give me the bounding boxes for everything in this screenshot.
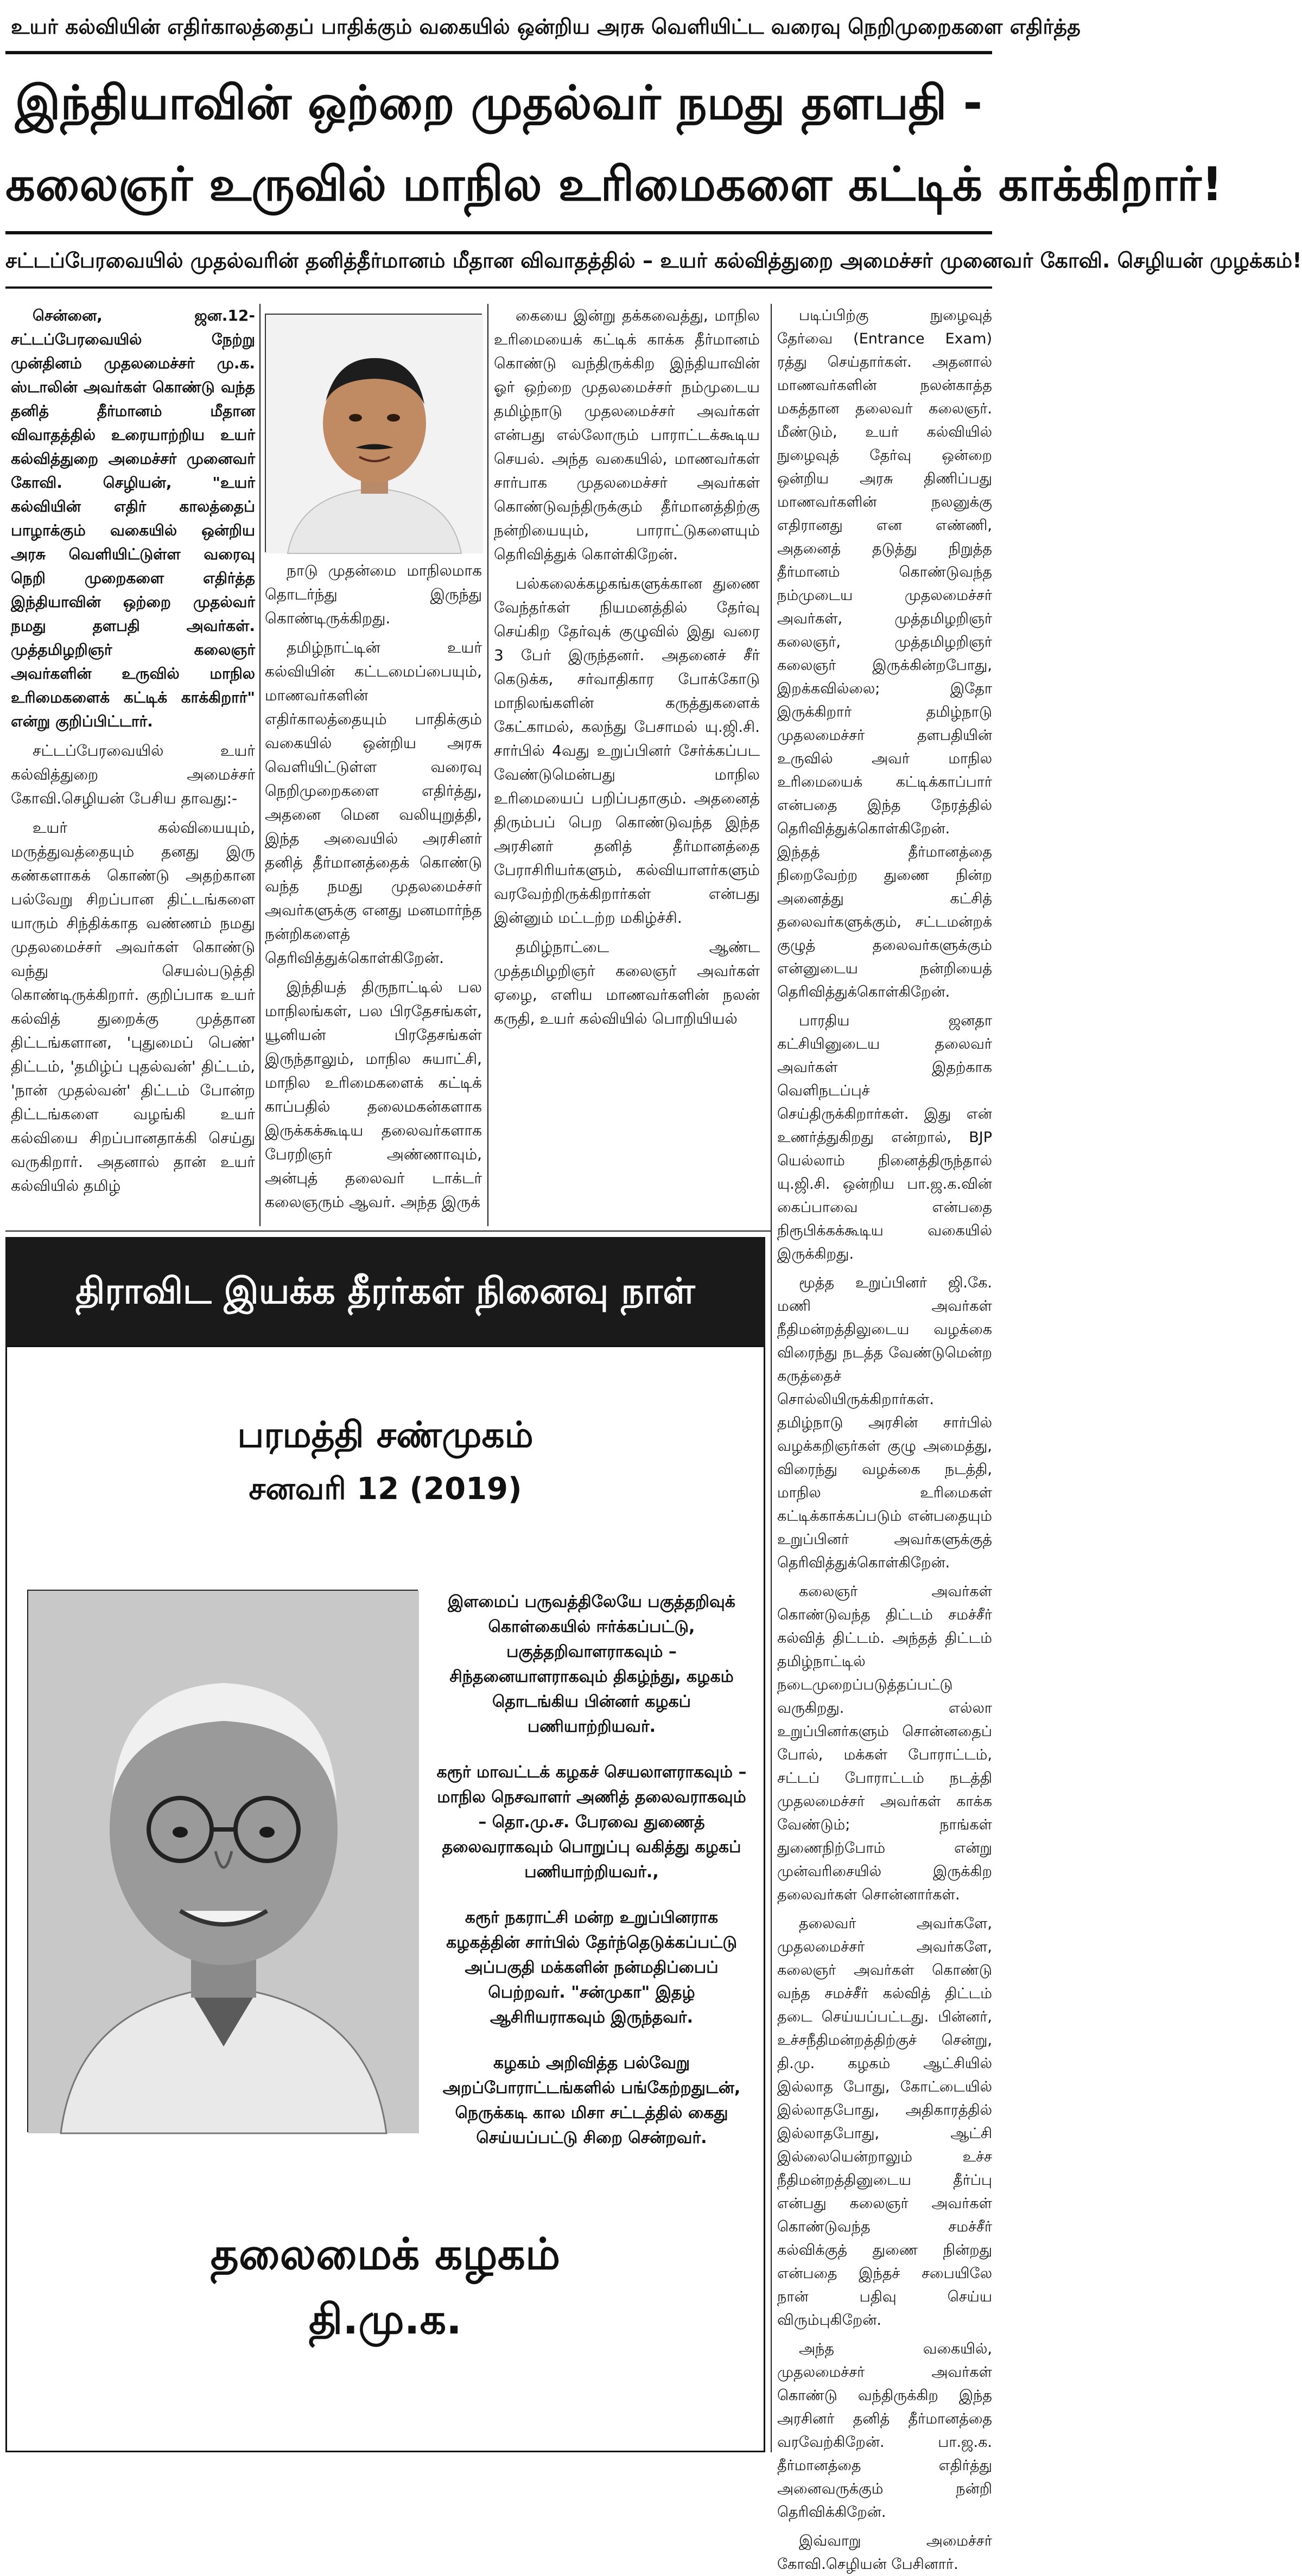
article-paragraph: பல்கலைக்கழகங்களுக்கான துணை வேந்தர்கள் நியமனத்தில் தேர்வு செய்கிற தேர்வுக் குழுவில் இது வரை 3 பேர் இருந்தனர். அதனைச் சீர் கெடுக்க, சர்வாதிகார போக்கோடு மாநிலங்களின் கருத்துகளைக் கேட்காமல், கலந்து பேசாமல் யு.ஜி.சி. சார்பில் 4வது உறுப்பினர் சேர்க்கப்பட வேண்டுமென்பது மாநில உரிமையைப் பறிப்பதாகும். அதனைத் திரும்பப் பெற கொண்டுவந்த இந்த அரசினர் தனித் தீர்மானத்தை பேராசிரியர்களும், கல்வியாளர்களும் வரவேற்றிருக்கிறார்கள் என்பது இன்னும் மட்டற்ற மகிழ்ச்சி.: [494, 575, 760, 927]
subheadline: சட்டப்பேரவையில் முதல்வரின் தனித்தீர்மானம் மீதான விவாதத்தில் – உயர் கல்வித்துறை அமைச்சர் முனைவர் கோவி. செழியன் முழக்கம்!: [5, 248, 1302, 272]
leader-photo: [27, 1590, 418, 2132]
memorial-date: சனவரி 12 (2019): [249, 1471, 522, 1507]
section-rule: [5, 1230, 771, 1232]
article-paragraph: சட்டப்பேரவையில் உயர் கல்வித்துறை அமைச்சர் கோவி.செழியன் பேசிய தாவது:-: [11, 742, 255, 807]
article-paragraph: உயர் கல்வியையும், மருத்துவத்தையும் தனது இரு கண்களாகக் கொண்டு அதற்கான பல்வேறு சிறப்பான திட்டங்களை யாரும் சிந்திக்காத வண்ணம் நமது முதலமைச்சர் அவர்கள் கொண்டு வந்து செயல்படுத்தி கொண்டிருக்கிறார். குறிப்பாக உயர் கல்வித் துறைக்கு முத்தான திட்டங்களான, 'புதுமைப் பெண்' திட்டம், 'தமிழ்ப் புதல்வன்' திட்டம், 'நான் முதல்வன்' திட்டம் போன்ற திட்டங்களை வழங்கி உயர் கல்வியை சிறப்பானதாக்கி செய்து வருகிறார். அதனால் தான் உயர் கல்வியில் தமிழ்: [11, 819, 255, 1195]
tribute-paragraph: கரூர் மாவட்டக் கழகச் செயலாளராகவும் – மாநில நெசவாளர் அணித் தலைவராகவும் – தொ.மு.ச. பேரவை துணைத் தலைவராகவும் பொறுப்பு வகித்து கழகப் பணியாற்றியவர்.,: [436, 1763, 747, 1882]
article-paragraph: மூத்த உறுப்பினர் ஜி.கே. மணி அவர்கள் நீதிமன்றத்திலுடைய வழக்கை விரைந்து நடத்த வேண்டுமென்ற கருத்தைச் சொல்லியிருக்கிறார்கள். தமிழ்நாடு அரசின் சார்பில் வழக்கறிஞர்கள் குழு அமைத்து, விரைந்து வழக்கை நடத்தி, மாநில உரிமைகள் கட்டிக்காக்கப்படும் என்பதையும் உறுப்பினர் அவர்களுக்குத் தெரிவித்துக்கொள்கிறேன்.: [777, 1274, 992, 1571]
top-rule: [5, 51, 992, 54]
memorial-name: பரமத்தி சண்முகம்: [237, 1414, 533, 1456]
tribute-paragraph: இளமைப் பருவத்திலேயே பகுத்தறிவுக் கொள்கையில் ஈர்க்கப்பட்டு, பகுத்தறிவாளராகவும் – சிந்தனையாளராகவும் திகழ்ந்து, கழகம் தொடங்கிய பின்னர் கழகப் பணியாற்றியவர்.: [448, 1592, 735, 1736]
column-divider: [259, 304, 261, 1226]
memorial-signature-line-2: தி.மு.க.: [309, 2295, 462, 2343]
article-paragraph: தலைவர் அவர்களே, முதலமைச்சர் அவர்களே, கலைஞர் அவர்கள் கொண்டு வந்த சமச்சீர் கல்வித் திட்டம் தடை செய்யப்பட்டது. பின்னர், உச்சநீதிமன்றத்திற்குச் சென்று, தி.மு. கழகம் ஆட்சியில் இல்லாத போது, கோட்டையில் இல்லாதபோது, அதிகாரத்தில் இல்லாதபோது, ஆட்சி இல்லையென்றாலும் உச்ச நீதிமன்றத்தினுடைய தீர்ப்பு என்பது கலைஞர் அவர்கள் கொண்டுவந்த சமச்சீர் கல்விக்குத் துணை நின்றது என்பதை இந்தச் சபையிலே நான் பதிவு செய்ய விரும்புகிறேன்.: [777, 1915, 992, 2329]
tribute-paragraph: கரூர் நகராட்சி மன்ற உறுப்பினராக கழகத்தின் சார்பில் தேர்ந்தெடுக்கப்பட்டு அப்பகுதி மக்களின் நன்மதிப்பைப் பெற்றவர். "சன்முகா" இதழ் ஆசிரியராகவும் இருந்தவர்.: [446, 1908, 737, 2027]
minister-portrait-icon: [266, 315, 483, 553]
tribute-paragraph: கழகம் அறிவித்த பல்வேறு அறப்போராட்டங்களில் பங்கேற்றதுடன், நெருக்கடி கால மிசா சட்டத்தில் கைது செய்யப்பட்டு சிறை சென்றவர்.: [442, 2054, 741, 2147]
article-paragraph: கலைஞர் அவர்கள் கொண்டுவந்த திட்டம் சமச்சீர் கல்வித் திட்டம். அந்தத் திட்டம் தமிழ்நாட்டில் நடைமுறைப்படுத்தப்பட்டு வருகிறது. எல்லா உறுப்பினர்களும் சொன்னதைப் போல், மக்கள் போராட்டம், சட்டப் போராட்டம் நடத்தி முதலமைச்சர் அவர்கள் காக்க வேண்டும்; நாங்கள் துணைநிற்போம் என்று முன்வரிசையில் இருக்கிற தலைவர்கள் சொன்னார்கள்.: [777, 1583, 992, 1903]
article-column-2: [265, 559, 482, 1226]
article-paragraph: இவ்வாறு அமைச்சர் கோவி.செழியன் பேசினார்.: [777, 2533, 992, 2573]
headline-line-2: கலைஞர் உருவில் மாநில உரிமைகளை கட்டிக் காக்கிறார்!: [5, 157, 1223, 212]
memorial-banner: திராவிட இயக்க தீரர்கள் நினைவு நாள்: [5, 1237, 765, 1346]
article-column-1: [11, 304, 255, 1226]
memorial-signature-line-1: தலைமைக் கழகம்: [210, 2229, 561, 2279]
memorial-tribute: [434, 1590, 749, 2171]
article-paragraph: தமிழ்நாட்டை ஆண்ட முத்தமிழறிஞர் கலைஞர் அவர்கள் ஏழை, எளிய மாணவர்களின் நலன் கருதி, உயர் கல்வியில் பொறியியல்: [494, 938, 760, 1028]
article-paragraph: அந்த வகையில், முதலமைச்சர் அவர்கள் கொண்டு வந்திருக்கிற இந்த அரசினர் தனித் தீர்மானத்தை வரவேற்கிறேன். பா.ஜ.க. தீர்மானத்தை எதிர்த்து அனைவருக்கும் நன்றி தெரிவிக்கிறேன்.: [777, 2341, 992, 2521]
article-column-3: [494, 304, 760, 1226]
article-paragraph: தமிழ்நாட்டின் உயர் கல்வியின் கட்டமைப்பையும், மாணவர்களின் எதிர்காலத்தையும் பாதிக்கும் வகையில் ஒன்றிய அரசு வெளியிட்டுள்ள வரைவு நெறிமுறைகளை எதிர்த்து, அதனை மென வலியுறுத்தி, இந்த அவையில் அரசினர் தனித் தீர்மானத்தைக் கொண்டு வந்த நமது முதலமைச்சர் அவர்களுக்கு எனது மனமார்ந்த நன்றிகளைத் தெரிவித்துக்கொள்கிறேன்.: [265, 639, 482, 967]
subhead-rule: [5, 286, 992, 289]
leader-portrait-icon: [28, 1591, 419, 2133]
headline-rule: [5, 231, 992, 234]
article-column-4: [777, 304, 992, 2573]
kicker-line: உயர் கல்வியின் எதிர்காலத்தைப் பாதிக்கும் வகையில் ஒன்றிய அரசு வெளியிட்ட வரைவு நெறிமுறைகளை எதிர்த்த: [11, 15, 1081, 39]
article-paragraph: நாடு முதன்மை மாநிலமாக தொடர்ந்து இருந்து கொண்டிருக்கிறது.: [265, 562, 482, 627]
article-paragraph: பாரதிய ஜனதா கட்சியினுடைய தலைவர் அவர்கள் இதற்காக வெளிநடப்புச் செய்திருக்கிறார்கள். இது என் உணர்த்துகிறது என்றால், BJP யெல்லாம் நினைத்திருந்தால் யு.ஜி.சி. ஒன்றிய பா.ஜ.க.வின் கைப்பாவை என்பதை நிரூபிக்கக்கூடிய வகையில் இருக்கிறது.: [777, 1012, 992, 1263]
column-divider: [771, 304, 772, 2452]
article-paragraph: படிப்பிற்கு நுழைவுத் தேர்வை (Entrance Exam) ரத்து செய்தார்கள். அதனால் மாணவர்களின் நலன்காத்த மகத்தான தலைவர் கலைஞர். மீண்டும், உயர் கல்வியில் நுழைவுத் தேர்வு ஒன்றை ஒன்றிய அரசு திணிப்பது மாணவர்களின் நலனுக்கு எதிரானது என எண்ணி, அதனைத் தடுத்து நிறுத்த தீர்மானம் கொண்டுவந்த நம்முடைய முதலமைச்சர் அவர்கள், முத்தமிழறிஞர் கலைஞர், முத்தமிழறிஞர் கலைஞர் இருக்கின்றபோது, இறக்கவில்லை; இதோ இருக்கிறார் தமிழ்நாடு முதலமைச்சர் தளபதியின் உருவில் அவர் மாநில உரிமையைக் கட்டிக்காப்பார் என்பதை இந்த நேரத்தில் தெரிவித்துக்கொள்கிறேன். இந்தத் தீர்மானத்தை நிறைவேற்ற துணை நின்ற அனைத்து கட்சித் தலைவர்களுக்கும், சட்டமன்றக் குழுத் தலைவர்களுக்கும் என்னுடைய நன்றியைத் தெரிவித்துக்கொள்கிறேன்.: [777, 307, 992, 1000]
minister-photo: [265, 314, 482, 552]
article-paragraph: சென்னை, ஜன.12- சட்டப்பேரவையில் நேற்று முன்தினம் முதலமைச்சர் மு.க. ஸ்டாலின் அவர்கள் கொண்டு வந்த தனித் தீர்மானம் மீதான விவாதத்தில் உரையாற்றிய உயர் கல்வித்துறை அமைச்சர் முனைவர் கோவி. செழியன், "உயர் கல்வியின் எதிர் காலத்தைப் பாழாக்கும் வகையில் ஒன்றிய அரசு வெளியிட்டுள்ள வரைவு நெறி முறைகளை எதிர்த்த இந்தியாவின் ஒற்றை முதல்வர் நமது தளபதி அவர்கள். முத்தமிழறிஞர் கலைஞர் அவர்களின் உருவில் மாநில உரிமைகளைக் கட்டிக் காக்கிறார்" என்று குறிப்பிட்டார்.: [11, 307, 255, 730]
article-paragraph: இந்தியத் திருநாட்டில் பல மாநிலங்கள், பல பிரதேசங்கள், யூனியன் பிரதேசங்கள் இருந்தாலும், மாநில சுயாட்சி, மாநில உரிமைகளைக் கட்டிக் காப்பதில் தலைமகன்களாக இருக்கக்கூடிய தலைவர்களாக பேரறிஞர் அண்ணாவும், அன்புத் தலைவர் டாக்டர் கலைஞரும் ஆவர். அந்த இருக்: [265, 978, 482, 1211]
article-paragraph: கையை இன்று தக்கவைத்து, மாநில உரிமையைக் கட்டிக் காக்க தீர்மானம் கொண்டு வந்திருக்கிற இந்தியாவின் ஓர் ஒற்றை முதலமைச்சர் நம்முடைய தமிழ்நாடு முதலமைச்சர் அவர்கள் என்பது எல்லோரும் பாராட்டக்கூடிய செயல். அந்த வகையில், மாணவர்கள் சார்பாக முதலமைச்சர் அவர்கள் கொண்டுவந்திருக்கும் தீர்மானத்திற்கு நன்றியையும், பாராட்டுகளையும் தெரிவித்துக் கொள்கிறேன்.: [494, 307, 760, 563]
headline-line-1: இந்தியாவின் ஒற்றை முதல்வர் நமது தளபதி -: [15, 76, 983, 130]
column-divider: [487, 304, 488, 1226]
